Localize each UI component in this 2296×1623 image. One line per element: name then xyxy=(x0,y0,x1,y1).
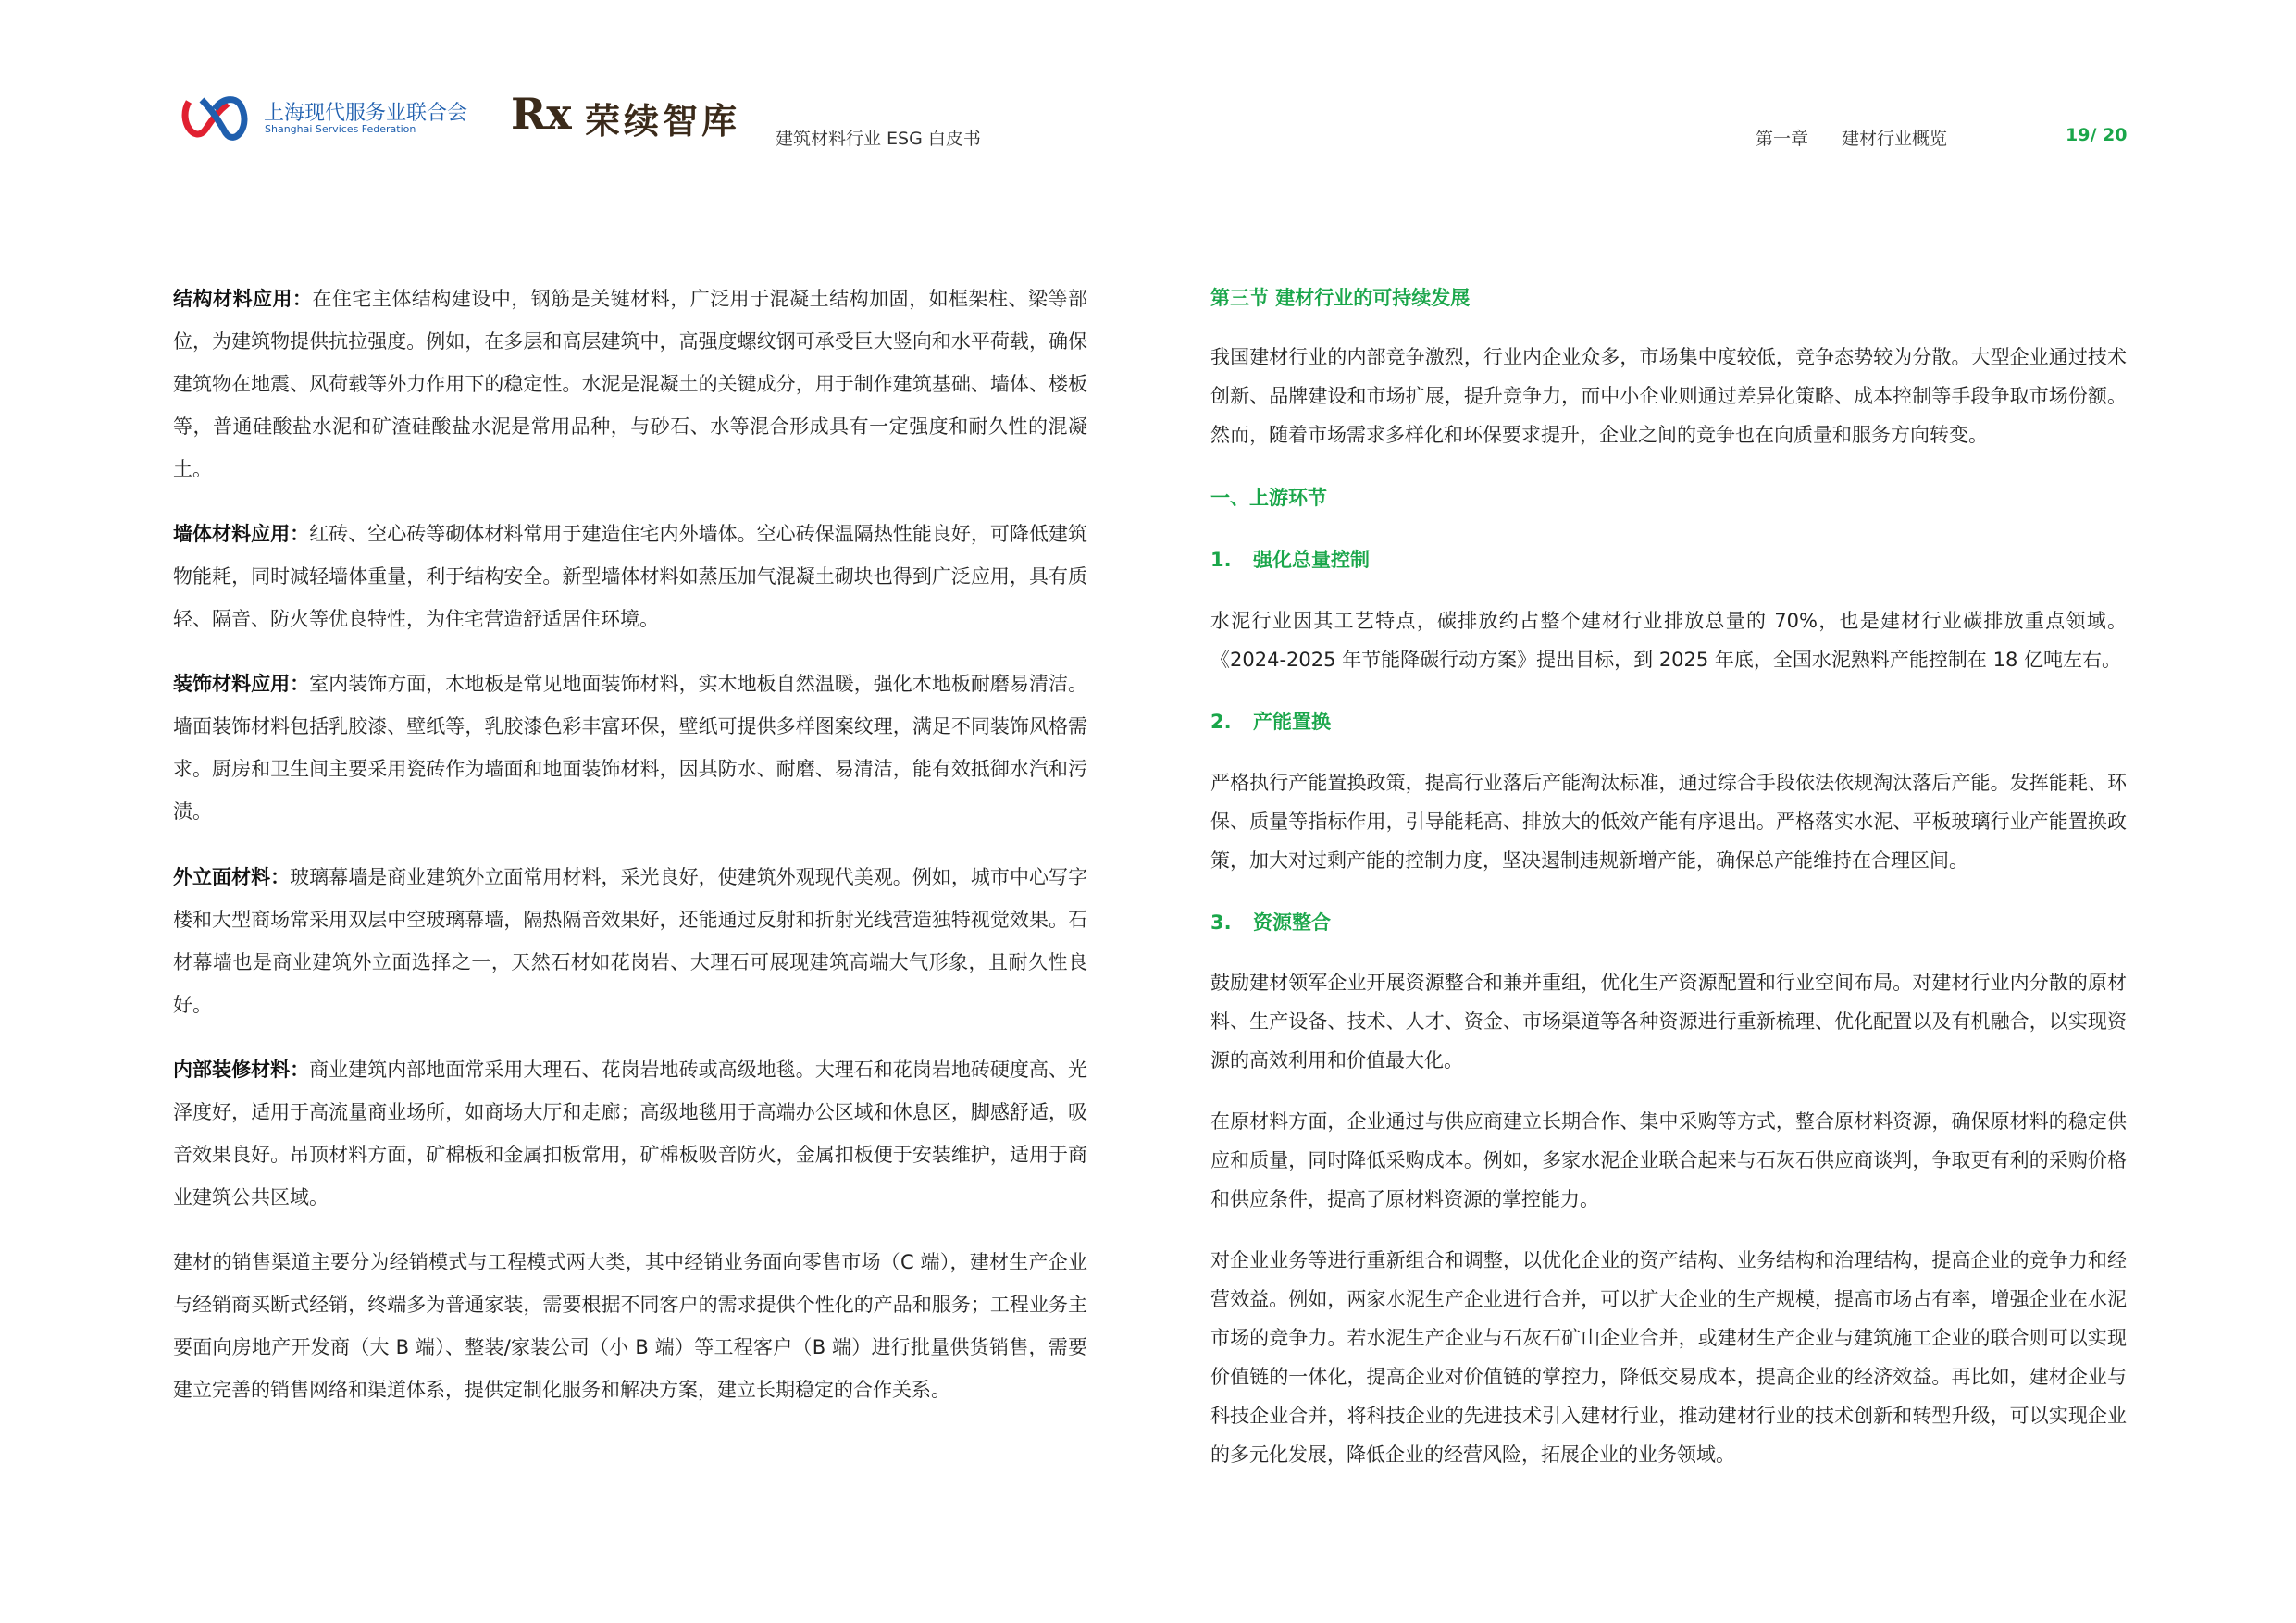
paragraph-text: 红砖、空心砖等砌体材料常用于建造住宅内外墙体。空心砖保温隔热性能良好，可降低建筑物能耗，同时减轻墙体重量，利于结构安全。新型墙体材料如蒸压加气混凝土砌块也得到广泛应用，具有质轻、隔音、防火等优良特性，为住宅营造舒适居住环境。 xyxy=(173,523,1088,630)
federation-name-cn: 上海现代服务业联合会 xyxy=(264,102,468,125)
paragraph-facade-materials xyxy=(173,856,1087,1026)
item-heading-2 xyxy=(1210,707,2127,735)
paragraph-text: 在住宅主体结构建设中，钢筋是关键材料，广泛用于混凝土结构加固，如框架柱、梁等部位，为建筑物提供抗拉强度。例如，在多层和高层建筑中，高强度螺纹钢可承受巨大竖向和水平荷载，确保建筑物在地震、风荷载等外力作用下的稳定性。水泥是混凝土的关键成分，用于制作建筑基础、墙体、楼板等，普通硅酸盐水泥和矿渣硅酸盐水泥是常用品种，与砂石、水等混合形成具有一定强度和耐久性的混凝土。 xyxy=(173,288,1087,480)
item-2-body xyxy=(1210,763,2127,880)
section-intro xyxy=(1210,338,2127,454)
paragraph-text: 我国建材行业的内部竞争激烈，行业内企业众多，市场集中度较低，竞争态势较为分散。大型企业通过技术创新、品牌建设和市场扩展，提升竞争力，而中小企业则通过差异化策略、成本控制等手段争取市场份额。然而，随着市场需求多样化和环保要求提升，企业之间的竞争也在向质量和服务方向转变。 xyxy=(1210,346,2127,446)
paragraph-text: 水泥行业因其工艺特点，碳排放约占整个建材行业排放总量的 70%，也是建材行业碳排放重点领域。《2024-2025 年节能降碳行动方案》提出目标，到 2025 年底，全国水泥熟料产能控制在 18 亿吨左右。 xyxy=(1210,610,2127,671)
item-heading-3 xyxy=(1210,908,2127,935)
chapter-title: 建材行业概览 xyxy=(1842,129,1948,149)
item-number: 1. xyxy=(1210,549,1232,571)
item-3-body-1 xyxy=(1210,963,2127,1080)
paragraph-text: 在原材料方面，企业通过与供应商建立长期合作、集中采购等方式，整合原材料资源，确保原材料的稳定供应和质量，同时降低采购成本。例如，多家水泥企业联合起来与石灰石供应商谈判，争取更有利的采购价格和供应条件，提高了原材料资源的掌控能力。 xyxy=(1210,1110,2127,1210)
item-title: 产能置换 xyxy=(1253,711,1331,733)
chapter-label: 第一章 xyxy=(1756,129,1809,149)
rongxu-logo-name: 荣续智库 xyxy=(585,101,741,142)
paragraph-text: 商业建筑内部地面常采用大理石、花岗岩地砖或高级地毯。大理石和花岗岩地砖硬度高、光泽度好，适用于高流量商业场所，如商场大厅和走廊；高级地毯用于高端办公区域和休息区，脚感舒适，吸音效果良好。吊顶材料方面，矿棉板和金属扣板常用，矿棉板吸音防火，金属扣板便于安装维护，适用于商业建筑公共区域。 xyxy=(173,1059,1088,1208)
paragraph-wall-materials xyxy=(173,513,1087,640)
item-3-body-2 xyxy=(1210,1102,2127,1219)
paragraph-text: 玻璃幕墙是商业建筑外立面常用材料，采光良好，使建筑外观现代美观。例如，城市中心写字楼和大型商场常采用双层中空玻璃幕墙，隔热隔音效果好，还能通过反射和折射光线营造独特视觉效果。石材幕墙也是商业建筑外立面选择之一，天然石材如花岗岩、大理石可展现建筑高端大气形象，且耐久性良好。 xyxy=(173,866,1088,1016)
paragraph-sales-channels xyxy=(173,1241,1087,1411)
paragraph-text: 对企业业务等进行重新组合和调整，以优化企业的资产结构、业务结构和治理结构，提高企业的竞争力和经营效益。例如，两家水泥生产企业进行合并，可以扩大企业的生产规模，提高市场占有率，增强企业在水泥市场的竞争力。若水泥生产企业与石灰石矿山企业合并，或建材生产企业与建筑施工企业的联合则可以实现价值链的一体化，提高企业对价值链的掌控力，降低交易成本，提高企业的经济效益。再比如，建材企业与科技企业合并，将科技企业的先进技术引入建材行业，推动建材行业的技术创新和转型升级，可以实现企业的多元化发展，降低企业的经营风险，拓展企业的业务领域。 xyxy=(1210,1249,2127,1466)
federation-logo-icon xyxy=(181,93,248,144)
subsection-upstream: 一、上游环节 xyxy=(1210,487,1327,509)
paragraph-lead: 墙体材料应用： xyxy=(173,523,310,545)
item-number: 3. xyxy=(1210,911,1232,934)
item-3-body-3 xyxy=(1210,1241,2127,1474)
paragraph-text: 室内装饰方面，木地板是常见地面装饰材料，实木地板自然温暖，强化木地板耐磨易清洁。墙面装饰材料包括乳胶漆、壁纸等，乳胶漆色彩丰富环保，壁纸可提供多样图案纹理，满足不同装饰风格需求。厨房和卫生间主要采用瓷砖作为墙面和地面装饰材料，因其防水、耐磨、易清洁，能有效抵御水汽和污渍。 xyxy=(173,673,1088,823)
federation-name-en: Shanghai Services Federation xyxy=(265,123,416,135)
rongxu-logo-mark: Rx xyxy=(511,89,572,139)
paragraph-lead: 内部装修材料： xyxy=(173,1059,310,1081)
section-title: 第三节 建材行业的可持续发展 xyxy=(1210,287,1471,309)
item-1-body xyxy=(1210,601,2127,679)
item-title: 资源整合 xyxy=(1253,911,1331,934)
page-number: 19/ 20 xyxy=(2066,125,2128,145)
paragraph-lead: 外立面材料： xyxy=(173,866,291,888)
paragraph-text: 严格执行产能置换政策，提高行业落后产能淘汰标准，通过综合手段依法依规淘汰落后产能。发挥能耗、环保、质量等指标作用，引导能耗高、排放大的低效产能有序退出。严格落实水泥、平板玻璃行业产能置换政策，加大对过剩产能的控制力度，坚决遏制违规新增产能，确保总产能维持在合理区间。 xyxy=(1210,772,2127,872)
paragraph-decoration-materials xyxy=(173,663,1087,833)
paragraph-lead: 装饰材料应用： xyxy=(173,673,310,695)
item-heading-1 xyxy=(1210,545,2127,573)
paragraph-lead: 结构材料应用： xyxy=(173,288,313,310)
paragraph-structural-materials xyxy=(173,278,1087,490)
paragraph-interior-materials xyxy=(173,1048,1087,1219)
item-title: 强化总量控制 xyxy=(1253,549,1370,571)
paragraph-text: 建材的销售渠道主要分为经销模式与工程模式两大类，其中经销业务面向零售市场（C 端），建材生产企业与经销商买断式经销，终端多为普通家装，需要根据不同客户的需求提供个性化的产品和服务；工程业务主要面向房地产开发商（大 B 端）、整装/家装公司（小 B 端）等工程客户（B 端）进行批量供货销售，需要建立完善的销售网络和渠道体系，提供定制化服务和解决方案，建立长期稳定的合作关系。 xyxy=(173,1251,1087,1401)
paragraph-text: 鼓励建材领军企业开展资源整合和兼并重组，优化生产资源配置和行业空间布局。对建材行业内分散的原材料、生产设备、技术、人才、资金、市场渠道等各种资源进行重新梳理、优化配置以及有机融合，以实现资源的高效利用和价值最大化。 xyxy=(1210,972,2127,1072)
item-number: 2. xyxy=(1210,711,1232,733)
federation-logo xyxy=(181,93,248,148)
document-title: 建筑材料行业 ESG 白皮书 xyxy=(776,129,981,149)
